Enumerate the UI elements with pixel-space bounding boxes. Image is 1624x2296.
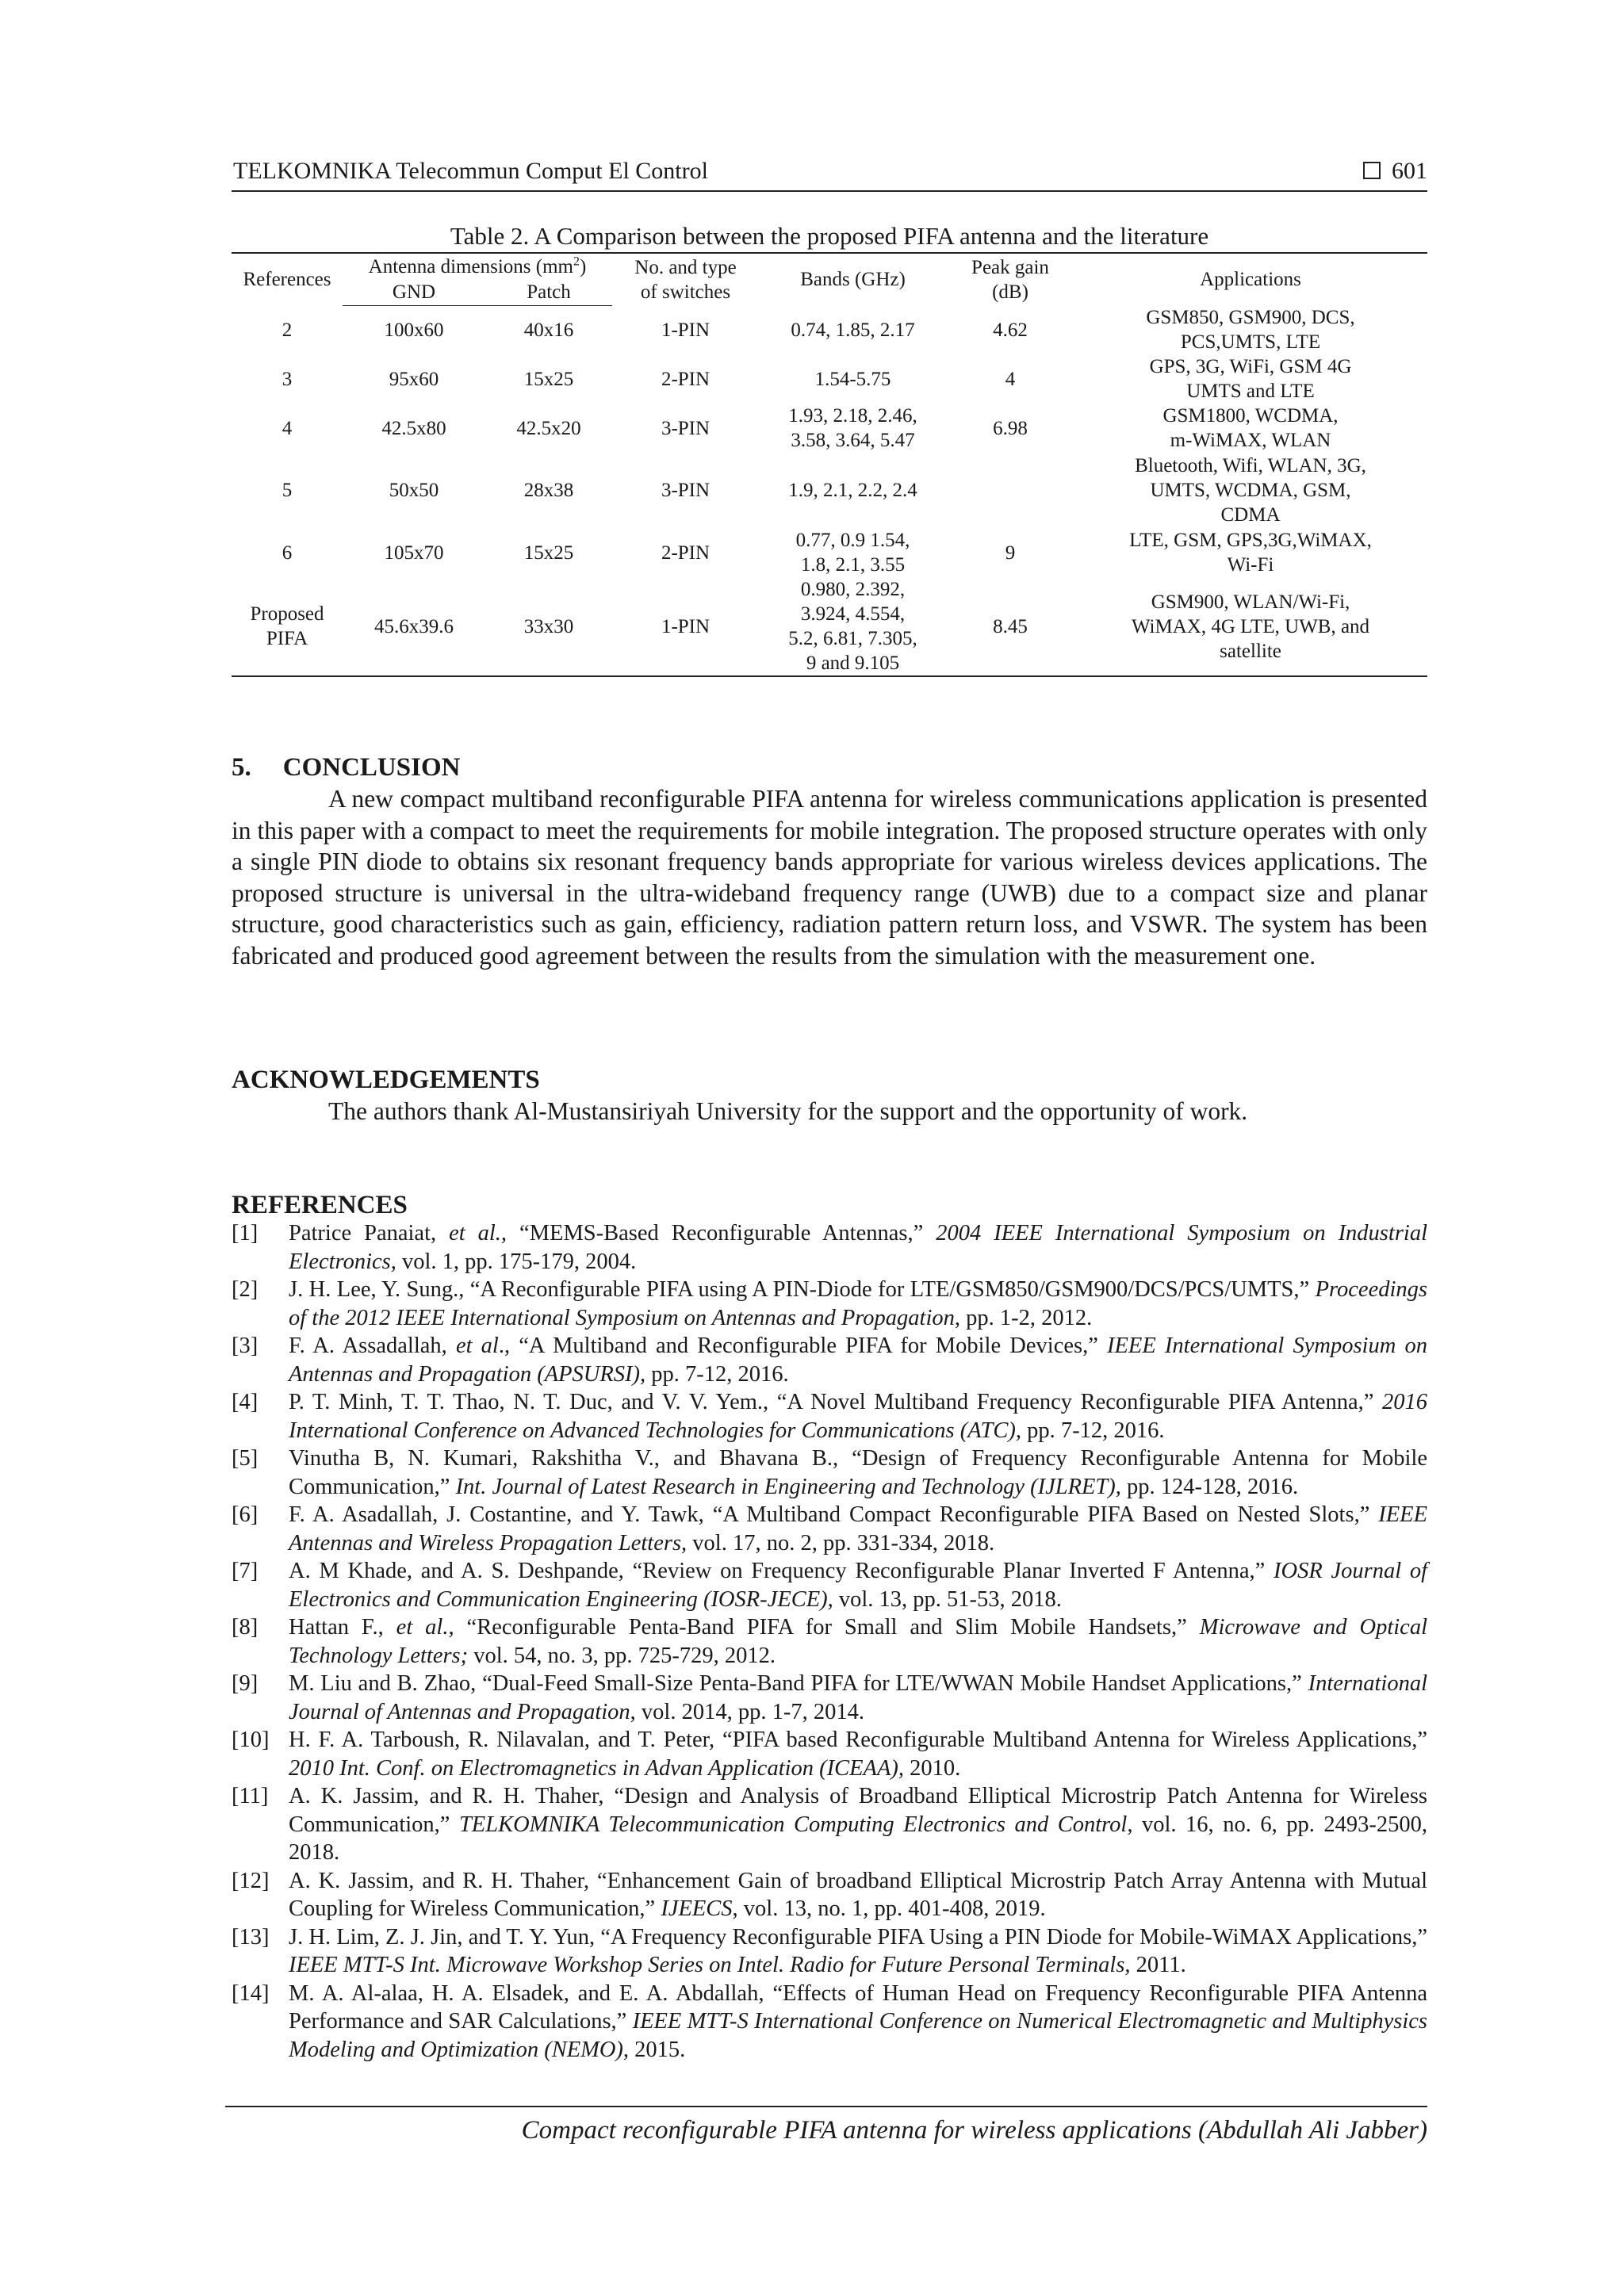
cell-gnd-line: 42.5x80 — [381, 417, 446, 439]
table-row — [232, 528, 1427, 577]
reference-segment: J. H. Lim, Z. J. Jin, and T. Y. Yun, “A Frequency Reconfigurable PIFA Using a PIN Diode for Mobile-WiMAX Applications,” — [289, 1924, 1427, 1950]
reference-venue: IEEE MTT-S Int. Microwave Workshop Series on Intel. Radio for Future Personal Terminals, — [289, 1953, 1131, 1977]
journal-title: TELKOMNIKA Telecommun Comput El Control — [233, 158, 708, 184]
cell-gnd — [343, 404, 485, 453]
cell-applications — [1074, 404, 1427, 453]
header-patch: Patch — [485, 279, 612, 305]
cell-switches — [612, 577, 759, 676]
reference-segment: Patrice Panaiat, — [289, 1221, 450, 1246]
cell-gnd — [343, 577, 485, 676]
cell-bands-line: 5.2, 6.81, 7.305, — [788, 628, 917, 649]
reference-number: [5] — [232, 1446, 259, 1471]
cell-peak-gain-line: 9 — [1005, 541, 1016, 564]
running-header — [232, 155, 1427, 192]
page-number-block — [1363, 155, 1427, 187]
cell-switches-line: 1-PIN — [661, 319, 710, 341]
table-caption: Table 2. A Comparison between the proposed PIFA antenna and the literature — [450, 222, 1209, 250]
cell-reference-line: 4 — [282, 417, 293, 439]
cell-peak-gain-line: 4 — [1005, 368, 1016, 390]
reference-segment: A. M Khade, and A. S. Deshpande, “Review on Frequency Reconfigurable Planar Inverted F Antenna,” — [289, 1559, 1274, 1583]
reference-item — [232, 1445, 1427, 1501]
reference-text — [289, 1980, 1427, 2064]
table-row — [232, 453, 1427, 528]
reference-text — [289, 1219, 1427, 1276]
cell-gnd — [343, 305, 485, 354]
reference-text — [289, 1501, 1427, 1557]
cell-bands-line: 3.58, 3.64, 5.47 — [791, 430, 915, 451]
reference-segment: Vinutha B, N. Kumari, Rakshitha V., and Bhavana B., “Design of Frequency Reconfigurable Antenna for Mobile Communication,” — [289, 1446, 1427, 1499]
cell-applications — [1074, 354, 1427, 404]
cell-gnd-line: 45.6x39.6 — [374, 615, 454, 637]
page-number: 601 — [1392, 158, 1427, 184]
reference-text — [289, 1557, 1427, 1613]
table-row — [232, 404, 1427, 453]
reference-item — [232, 1613, 1427, 1670]
reference-venue: IJEECS — [661, 1896, 733, 1921]
cell-peak-gain — [947, 305, 1074, 354]
reference-segment: ., “A Multiband and Reconfigurable PIFA for Mobile Devices,” — [498, 1334, 1108, 1358]
cell-gnd — [343, 354, 485, 404]
cell-patch — [485, 354, 612, 404]
references-list — [232, 1219, 1427, 2064]
cell-applications-line: GSM850, GSM900, DCS, — [1146, 307, 1355, 328]
conclusion-heading: 5. CONCLUSION — [232, 753, 461, 782]
cell-bands-line: 0.980, 2.392, — [800, 579, 906, 600]
running-footer: Compact reconfigurable PIFA antenna for wireless applications (Abdullah Ali Jabber) — [521, 2116, 1427, 2145]
references-heading: REFERENCES — [232, 1191, 408, 1219]
cell-switches-line: 3-PIN — [661, 417, 710, 439]
cell-gnd-line: 100x60 — [384, 319, 444, 341]
square-icon — [1363, 162, 1381, 179]
reference-item — [232, 1923, 1427, 1980]
cell-applications-line: UMTS and LTE — [1186, 381, 1315, 402]
reference-segment: 2011. — [1130, 1953, 1186, 1977]
reference-segment: vol. 1, pp. 175-179, 2004. — [396, 1249, 637, 1274]
reference-number: [8] — [232, 1615, 259, 1640]
reference-text — [289, 1923, 1427, 1980]
cell-applications-line: Bluetooth, Wifi, WLAN, 3G, — [1135, 455, 1366, 476]
reference-segment: M. Liu and B. Zhao, “Dual-Feed Small-Size Penta-Band PIFA for LTE/WWAN Mobile Handset Applications,” — [289, 1671, 1308, 1696]
reference-segment: A. K. Jassim, and R. H. Thaher, “Design and Analysis of Broadband Elliptical Microstrip Patch Antenna for Wireless Communication,” — [289, 1784, 1427, 1837]
reference-segment: vol. 54, no. 3, pp. 725-729, 2012. — [468, 1643, 776, 1668]
reference-segment: 2015. — [629, 2037, 686, 2062]
cell-switches — [612, 528, 759, 577]
reference-venue: IOSR Journal of Electronics and Communication Engineering (IOSR-JECE), — [289, 1559, 1428, 1612]
reference-venue: TELKOMNIKA Telecommunication Computing Electronics and Control, — [458, 1812, 1133, 1837]
cell-applications-line: LTE, GSM, GPS,3G,WiMAX, — [1129, 530, 1372, 551]
reference-venue: Proceedings of the 2012 IEEE International Symposium on Antennas and Propagation — [289, 1277, 1427, 1330]
reference-segment: , pp. 1-2, 2012. — [954, 1305, 1093, 1330]
cell-applications-line: GPS, 3G, WiFi, GSM 4G — [1149, 356, 1352, 377]
cell-reference — [232, 528, 343, 577]
cell-switches — [612, 453, 759, 528]
cell-peak-gain — [947, 528, 1074, 577]
cell-peak-gain — [947, 453, 1074, 528]
reference-venue: 2004 IEEE International Symposium on Industrial Electronics, — [289, 1221, 1427, 1274]
reference-text — [289, 1670, 1427, 1726]
cell-gnd — [343, 453, 485, 528]
reference-venue: IEEE International Symposium on Antennas and Propagation (APSURSI), — [289, 1334, 1427, 1387]
reference-text — [289, 1388, 1427, 1445]
cell-patch-line: 15x25 — [523, 541, 574, 564]
reference-venue: IEEE MTT-S International Conference on Numerical Electromagnetic and Multiphysics Modeling and Optimization (NEMO), — [289, 2009, 1427, 2062]
cell-switches-line: 3-PIN — [661, 480, 710, 501]
cell-patch-line: 15x25 — [523, 368, 574, 390]
cell-reference-line: 5 — [282, 480, 293, 501]
cell-switches-line: 1-PIN — [661, 615, 710, 637]
reference-text — [289, 1276, 1427, 1332]
cell-applications — [1074, 577, 1427, 676]
cell-bands — [759, 528, 947, 577]
reference-venue: International Journal of Antennas and Propagation — [289, 1671, 1427, 1724]
reference-item — [232, 1980, 1427, 2064]
cell-patch-line: 40x16 — [523, 319, 574, 341]
reference-item — [232, 1332, 1427, 1388]
cell-reference — [232, 577, 343, 676]
reference-text — [289, 1445, 1427, 1501]
reference-segment: , vol. 2014, pp. 1-7, 2014. — [630, 1699, 864, 1724]
header-applications: Applications — [1074, 253, 1427, 305]
cell-patch — [485, 453, 612, 528]
cell-applications-line: UMTS, WCDMA, GSM, — [1150, 480, 1351, 501]
cell-peak-gain-line: 4.62 — [993, 319, 1028, 341]
reference-venue: 2016 International Conference on Advanced Technologies for Communications (ATC), — [289, 1390, 1427, 1443]
reference-item — [232, 1501, 1427, 1557]
reference-item — [232, 1557, 1427, 1613]
cell-gnd-line: 105x70 — [384, 541, 444, 564]
cell-reference-line: 2 — [282, 319, 293, 341]
reference-number: [2] — [232, 1277, 259, 1302]
cell-reference — [232, 453, 343, 528]
reference-number: [14] — [232, 1980, 270, 2006]
reference-item — [232, 1388, 1427, 1445]
header-bands: Bands (GHz) — [759, 253, 947, 305]
cell-reference-line: PIFA — [266, 628, 308, 649]
reference-segment: vol. 16, no. 6, pp. 2493-2500, 2018. — [289, 1812, 1427, 1865]
reference-number: [1] — [232, 1221, 259, 1246]
reference-venue: Microwave and Optical Technology Letters; — [289, 1615, 1427, 1668]
cell-reference — [232, 305, 343, 354]
table-row — [232, 577, 1427, 676]
cell-peak-gain — [947, 577, 1074, 676]
cell-gnd-line: 50x50 — [389, 480, 439, 501]
cell-patch-line: 28x38 — [523, 480, 574, 501]
cell-switches-line: 2-PIN — [661, 368, 710, 390]
reference-item — [232, 1726, 1427, 1782]
reference-text — [289, 1867, 1427, 1923]
cell-reference-line: 3 — [282, 368, 293, 390]
reference-number: [6] — [232, 1502, 259, 1527]
reference-segment: vol. 13, pp. 51-53, 2018. — [833, 1586, 1062, 1612]
table-row — [232, 305, 1427, 354]
cell-patch — [485, 404, 612, 453]
cell-bands-line: 0.74, 1.85, 2.17 — [791, 319, 915, 341]
header-gnd: GND — [343, 279, 485, 305]
cell-applications-line: Wi-Fi — [1227, 554, 1274, 576]
conclusion-paragraph: A new compact multiband reconfigurable PIFA antenna for wireless communications application is presented in this paper with a compact to meet the requirements for mobile integration. The proposed structure operates with only a single PIN diode to obtains six resonant frequency bands appropriate for various wireless devices applications. The proposed structure is universal in the ultra-wideband frequency range (UWB) due to a compact size and planar structure, good characteristics such as gain, efficiency, radiation pattern return loss, and VSWR. The system has been fabricated and produced good agreement between the results from the simulation with the measurement one. — [232, 785, 1427, 970]
cell-bands-line: 0.77, 0.9 1.54, — [795, 530, 910, 551]
cell-switches-line: 2-PIN — [661, 541, 710, 564]
reference-number: [10] — [232, 1728, 270, 1752]
cell-patch-line: 42.5x20 — [516, 417, 581, 439]
reference-segment: “Reconfigurable Penta-Band PIFA for Small and Slim Mobile Handsets,” — [454, 1615, 1200, 1640]
reference-number: [7] — [232, 1559, 259, 1583]
reference-segment: pp. 7-12, 2016. — [645, 1361, 789, 1387]
header-dimensions: Antenna dimensions $(mm^2)$ — [343, 253, 612, 279]
reference-segment: Hattan F., — [289, 1615, 396, 1640]
reference-segment: A. K. Jassim, and R. H. Thaher, “Enhancement Gain of broadband Elliptical Microstrip Patch Array Antenna with Mutual Coupling for Wireless Communication,” — [289, 1868, 1427, 1921]
acknowledgements-paragraph: The authors thank Al-Mustansiriyah University for the support and the opportunity of work. — [328, 1097, 1248, 1125]
cell-applications-line: CDMA — [1220, 504, 1281, 526]
footer-rule — [225, 2106, 1427, 2107]
reference-number: [12] — [232, 1868, 270, 1893]
reference-segment: P. T. Minh, T. T. Thao, N. T. Duc, and V. V. Yem., “A Novel Multiband Frequency Reconfigurable PIFA Antenna,” — [289, 1390, 1382, 1414]
reference-segment: F. A. Assadallah, — [289, 1334, 456, 1358]
cell-reference-line: Proposed — [250, 603, 324, 625]
cell-patch — [485, 528, 612, 577]
cell-bands-line: 3.924, 4.554, — [800, 603, 906, 625]
cell-applications — [1074, 305, 1427, 354]
cell-bands-line: 9 and 9.105 — [806, 652, 900, 674]
reference-segment: M. A. Al-alaa, H. A. Elsadek, and E. A. Abdallah, “Effects of Human Head on Frequency Reconfigurable PIFA Antenna Performance and SAR Calculations,” — [289, 1980, 1427, 2034]
cell-patch — [485, 577, 612, 676]
reference-text — [289, 1613, 1427, 1670]
cell-applications-line: WiMAX, 4G LTE, UWB, and — [1131, 615, 1370, 637]
reference-segment: pp. 7-12, 2016. — [1021, 1418, 1165, 1443]
reference-segment: pp. 124-128, 2016. — [1120, 1474, 1299, 1499]
cell-bands — [759, 404, 947, 453]
reference-item — [232, 1219, 1427, 1276]
cell-switches — [612, 305, 759, 354]
table-body — [232, 305, 1427, 676]
reference-venue: IEEE Antennas and Wireless Propagation Letters, — [289, 1502, 1427, 1556]
cell-reference — [232, 404, 343, 453]
cell-patch-line: 33x30 — [523, 615, 574, 637]
reference-text — [289, 1332, 1427, 1388]
cell-gnd-line: 95x60 — [389, 368, 439, 390]
reference-venue: Int. Journal of Latest Research in Engineering and Technology (IJLRET), — [455, 1474, 1121, 1499]
cell-peak-gain-line: 8.45 — [993, 615, 1028, 637]
cell-applications — [1074, 453, 1427, 528]
reference-etal: et al — [455, 1334, 499, 1358]
cell-applications-line: GSM900, WLAN/Wi-Fi, — [1151, 591, 1350, 613]
reference-segment: J. H. Lee, Y. Sung., “A Reconfigurable PIFA using A PIN-Diode for LTE/GSM850/GSM900/DCS/PCS/UMTS,” — [289, 1277, 1316, 1302]
cell-reference-line: 6 — [282, 541, 293, 564]
reference-item — [232, 1867, 1427, 1923]
reference-etal: et al., — [449, 1221, 508, 1246]
reference-etal: et al., — [396, 1615, 454, 1640]
cell-bands — [759, 305, 947, 354]
cell-applications-line: PCS,UMTS, LTE — [1180, 331, 1321, 353]
reference-number: [9] — [232, 1671, 259, 1696]
cell-bands-line: 1.9, 2.1, 2.2, 2.4 — [788, 480, 917, 501]
acknowledgements-heading: ACKNOWLEDGEMENTS — [232, 1066, 540, 1094]
comparison-table — [232, 252, 1427, 677]
reference-text — [289, 1782, 1427, 1867]
cell-switches — [612, 354, 759, 404]
reference-number: [11] — [232, 1784, 269, 1808]
cell-patch — [485, 305, 612, 354]
cell-switches — [612, 404, 759, 453]
reference-segment: 2010. — [904, 1755, 961, 1781]
cell-reference — [232, 354, 343, 404]
reference-number: [4] — [232, 1390, 259, 1414]
cell-peak-gain-line: 6.98 — [993, 417, 1028, 439]
cell-peak-gain — [947, 404, 1074, 453]
cell-peak-gain — [947, 354, 1074, 404]
cell-applications-line: satellite — [1220, 640, 1281, 662]
header-switches: No. and type of switches — [612, 253, 759, 305]
cell-applications — [1074, 528, 1427, 577]
reference-item — [232, 1276, 1427, 1332]
header-peak-gain: Peak gain (dB) — [947, 253, 1074, 305]
reference-number: [13] — [232, 1924, 270, 1950]
cell-bands — [759, 354, 947, 404]
cell-bands — [759, 453, 947, 528]
cell-gnd — [343, 528, 485, 577]
reference-item — [232, 1782, 1427, 1867]
cell-bands-line: 1.8, 2.1, 3.55 — [800, 554, 906, 576]
reference-venue: 2010 Int. Conf. on Electromagnetics in Advan Application (ICEAA), — [289, 1755, 904, 1781]
cell-applications-line: m-WiMAX, WLAN — [1170, 430, 1331, 451]
reference-segment: F. A. Asadallah, J. Costantine, and Y. Tawk, “A Multiband Compact Reconfigurable PIFA Based on Nested Slots,” — [289, 1502, 1379, 1527]
table-header-row — [232, 253, 1427, 279]
cell-applications-line: GSM1800, WCDMA, — [1162, 405, 1339, 427]
reference-number: [3] — [232, 1334, 259, 1358]
header-references: References — [232, 253, 343, 305]
cell-bands-line: 1.93, 2.18, 2.46, — [788, 405, 917, 427]
reference-segment: “MEMS-Based Reconfigurable Antennas,” — [507, 1221, 936, 1246]
cell-bands-line: 1.54-5.75 — [814, 368, 891, 390]
reference-segment: H. F. A. Tarboush, R. Nilavalan, and T. Peter, “PIFA based Reconfigurable Multiband Antenna for Wireless Applications,” — [289, 1728, 1427, 1752]
reference-item — [232, 1670, 1427, 1726]
cell-bands — [759, 577, 947, 676]
table-row — [232, 354, 1427, 404]
reference-segment: , vol. 13, no. 1, pp. 401-408, 2019. — [732, 1896, 1046, 1921]
reference-text — [289, 1726, 1427, 1782]
reference-segment: vol. 17, no. 2, pp. 331-334, 2018. — [687, 1530, 995, 1556]
